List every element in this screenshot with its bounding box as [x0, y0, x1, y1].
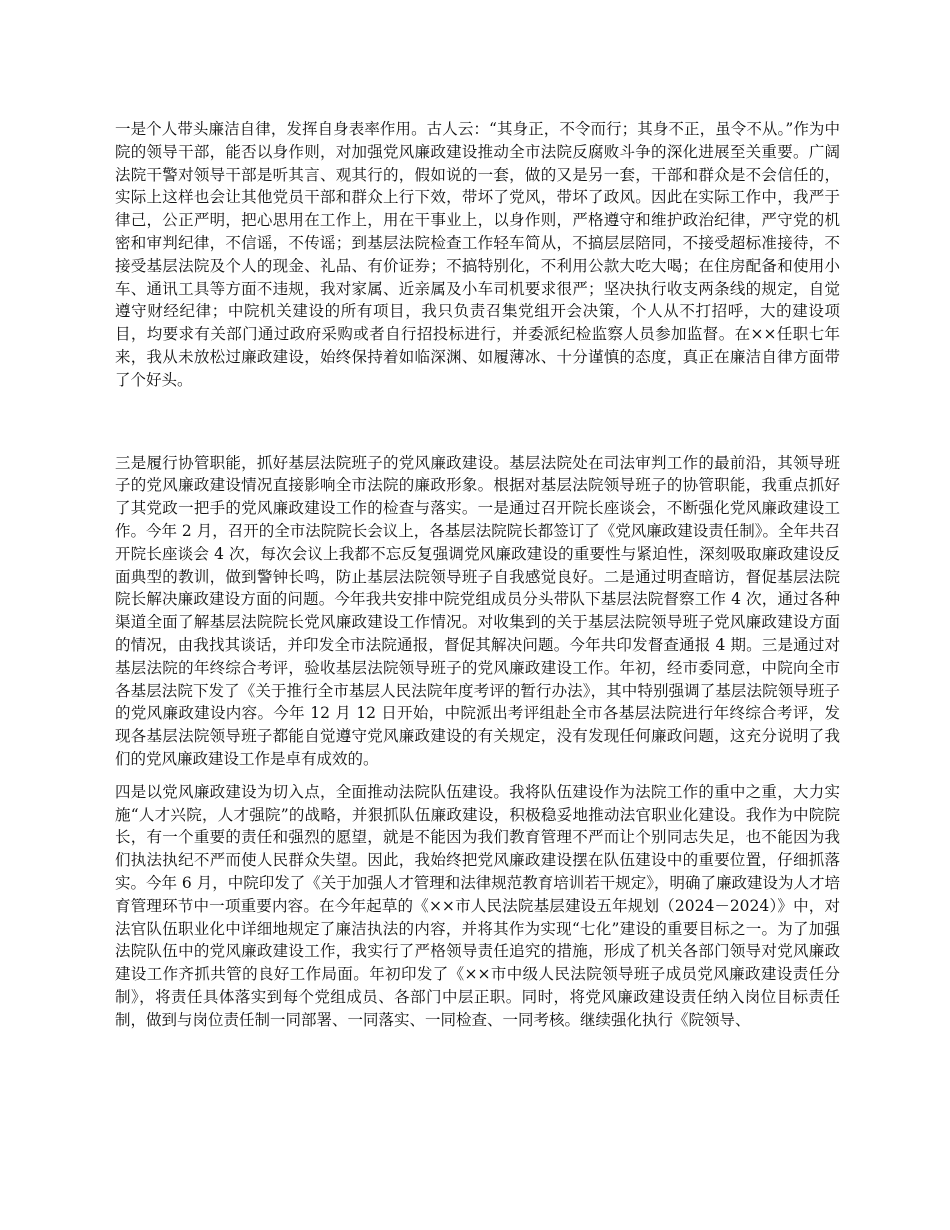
- paragraph-grassroots-courts: 三是履行协管职能，抓好基层法院班子的党风廉政建设。基层法院处在司法审判工作的最前沿，其领导班子的党风廉政建设情况直接影响全市法院的廉政形象。根据对基层法院领导班子的协管职能，我重点抓好了其党政一把手的党风廉政建设工作的检查与落实。一是通过召开院长座谈会，不断强化党风廉政建设工作。今年 2 月，召开的全市法院院长会议上，各基层法院院长都签订了《党风廉政建设责任制》。全年共召开院长座谈会 4 次，每次会议上我都不忘反复强调党风廉政建设的重要性与紧迫性，深刻吸取廉政建设反面典型的教训，做到警钟长鸣，防止基层法院领导班子自我感觉良好。二是通过明查暗访，督促基层法院院长解决廉政建设方面的问题。今年我共安排中院党组成员分头带队下基层法院督察工作 4 次，通过各种渠道全面了解基层法院院长党风廉政建设工作情况。对收集到的关于基层法院领导班子党风廉政建设方面的情况，由我找其谈话，并印发全市法院通报，督促其解决问题。今年共印发督查通报 4 期。三是通过对基层法院的年终综合考评，验收基层法院领导班子的党风廉政建设工作。年初，经市委同意，中院向全市各基层法院下发了《关于推行全市基层人民法院年度考评的暂行办法》，其中特别强调了基层法院领导班子的党风廉政建设内容。今年 12 月 12 日开始，中院派出考评组赴全市各基层法院进行年终综合考评，发现各基层法院领导班子都能自觉遵守党风廉政建设的有关规定，没有发现任何廉政问题，这充分说明了我们的党风廉政建设工作是卓有成效的。: [115, 453, 840, 768]
- paragraph-spacer: [115, 392, 840, 452]
- paragraph-team-building: 四是以党风廉政建设为切入点，全面推动法院队伍建设。我将队伍建设作为法院工作的重中之重，大力实施“人才兴院，人才强院”的战略，并狠抓队伍廉政建设，积极稳妥地推动法官职业化建设。我作为中院院长，有一个重要的责任和强烈的愿望，就是不能因为我们教育管理不严而让个别同志失足，也不能因为我们执法执纪不严而使人民群众失望。因此，我始终把党风廉政建设摆在队伍建设中的重要位置，仔细抓落实。今年 6 月，中院印发了《关于加强人才管理和法律规范教育培训若干规定》，明确了廉政建设为人才培育管理环节中一项重要内容。在今年起草的《××市人民法院基层建设五年规划（2024－2024）》中，对法官队伍职业化中详细地规定了廉洁执法的内容，并将其作为实现“七化”建设的重要目标之一。为了加强法院队伍中的党风廉政建设工作，我实行了严格领导责任追究的措施，形成了机关各部门领导对党风廉政建设工作齐抓共管的良好工作局面。年初印发了《××市中级人民法院领导班子成员党风廉政建设责任分制》，将责任具体落实到每个党组成员、各部门中层正职。同时，将党风廉政建设责任纳入岗位目标责任制，做到与岗位责任制一同部署、一同落实、一同检查、一同考核。继续强化执行《院领导、: [115, 782, 840, 1029]
- paragraph-spacer: [115, 771, 840, 781]
- document-body: [115, 118, 840, 1031]
- paragraph-personal-integrity: 一是个人带头廉洁自律，发挥自身表率作用。古人云：“其身正，不令而行；其身不正，虽令不从。”作为中院的领导干部，能否以身作则，对加强党风廉政建设推动全市法院反腐败斗争的深化进展至关重要。广阔法院干警对领导干部是听其言、观其行的，假如说的一套，做的又是另一套，干部和群众是不会信任的，实际上这样也会让其他党员干部和群众上行下效，带坏了党风，带坏了政风。因此在实际工作中，我严于律己，公正严明，把心思用在工作上，用在干事业上，以身作则，严格遵守和维护政治纪律，严守党的机密和审判纪律，不信谣，不传谣；到基层法院检查工作轻车简从，不搞层层陪同，不接受超标准接待，不接受基层法院及个人的现金、礼品、有价证券；不搞特别化，不利用公款大吃大喝；在住房配备和使用小车、通讯工具等方面不违规，我对家属、近亲属及小车司机要求很严；坚决执行收支两条线的规定，自觉遵守财经纪律；中院机关建设的所有项目，我只负责召集党组开会决策，个人从不打招呼，大的建设项目，均要求有关部门通过政府采购或者自行招投标进行，并委派纪检监察人员参加监督。在××任职七年来，我从未放松过廉政建设，始终保持着如临深渊、如履薄冰、十分谨慎的态度，真正在廉洁自律方面带了个好头。: [115, 120, 840, 389]
